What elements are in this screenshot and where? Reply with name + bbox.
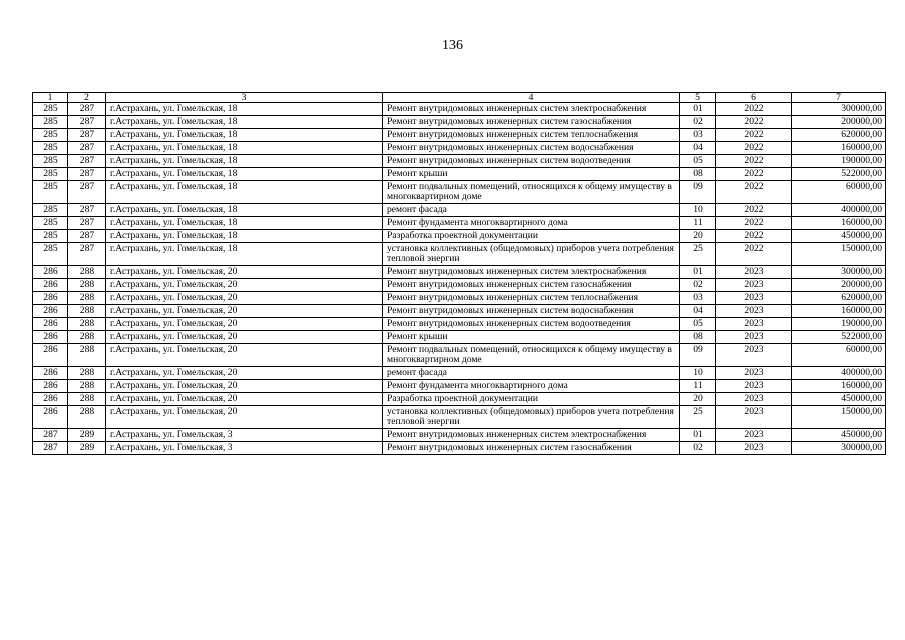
header-cell: 7 (792, 93, 886, 103)
table-row (33, 331, 886, 344)
cell-house-no: 287 (68, 103, 106, 116)
table-row (33, 266, 886, 279)
cell-year: 2022 (716, 243, 792, 266)
cell-address: г.Астрахань, ул. Гомельская, 20 (106, 393, 383, 406)
cell-work-type: установка коллективных (общедомовых) приборов учета потребления тепловой энергии (383, 406, 680, 429)
cell-address: г.Астрахань, ул. Гомельская, 20 (106, 305, 383, 318)
cell-year: 2022 (716, 204, 792, 217)
cell-address: г.Астрахань, ул. Гомельская, 20 (106, 266, 383, 279)
cell-address: г.Астрахань, ул. Гомельская, 18 (106, 116, 383, 129)
table-row (33, 243, 886, 266)
cell-object-no: 285 (33, 243, 68, 266)
cell-year: 2023 (716, 367, 792, 380)
cell-year: 2022 (716, 217, 792, 230)
table-row (33, 367, 886, 380)
cell-work-code: 01 (680, 103, 716, 116)
cell-work-type: Разработка проектной документации (383, 393, 680, 406)
table-row (33, 406, 886, 429)
cell-object-no: 285 (33, 103, 68, 116)
cell-address: г.Астрахань, ул. Гомельская, 18 (106, 230, 383, 243)
cell-work-code: 03 (680, 129, 716, 142)
cell-cost: 190000,00 (792, 155, 886, 168)
register-table (32, 92, 886, 455)
cell-cost: 450000,00 (792, 429, 886, 442)
table-row (33, 344, 886, 367)
cell-house-no: 287 (68, 243, 106, 266)
cell-work-code: 20 (680, 230, 716, 243)
cell-object-no: 286 (33, 406, 68, 429)
cell-address: г.Астрахань, ул. Гомельская, 18 (106, 155, 383, 168)
cell-address: г.Астрахань, ул. Гомельская, 18 (106, 204, 383, 217)
cell-object-no: 286 (33, 279, 68, 292)
cell-house-no: 287 (68, 181, 106, 204)
cell-year: 2022 (716, 155, 792, 168)
cell-work-type: Ремонт внутридомовых инженерных систем водоотведения (383, 318, 680, 331)
cell-cost: 620000,00 (792, 292, 886, 305)
table-row (33, 116, 886, 129)
table-row (33, 142, 886, 155)
cell-work-code: 25 (680, 243, 716, 266)
cell-work-code: 01 (680, 266, 716, 279)
cell-object-no: 286 (33, 305, 68, 318)
cell-cost: 522000,00 (792, 168, 886, 181)
cell-work-type: Ремонт внутридомовых инженерных систем электроснабжения (383, 429, 680, 442)
cell-work-type: Ремонт внутридомовых инженерных систем теплоснабжения (383, 129, 680, 142)
cell-object-no: 286 (33, 331, 68, 344)
cell-address: г.Астрахань, ул. Гомельская, 18 (106, 142, 383, 155)
cell-work-code: 01 (680, 429, 716, 442)
cell-house-no: 288 (68, 292, 106, 305)
table-row (33, 155, 886, 168)
cell-year: 2023 (716, 393, 792, 406)
cell-work-code: 09 (680, 344, 716, 367)
cell-object-no: 286 (33, 393, 68, 406)
table-row (33, 393, 886, 406)
cell-cost: 300000,00 (792, 266, 886, 279)
page-number: 136 (442, 38, 463, 53)
cell-house-no: 288 (68, 367, 106, 380)
cell-work-code: 25 (680, 406, 716, 429)
cell-house-no: 288 (68, 380, 106, 393)
cell-address: г.Астрахань, ул. Гомельская, 3 (106, 429, 383, 442)
table-row (33, 442, 886, 455)
cell-work-type: Ремонт внутридомовых инженерных систем электроснабжения (383, 266, 680, 279)
cell-object-no: 286 (33, 380, 68, 393)
cell-work-code: 02 (680, 279, 716, 292)
table-row (33, 230, 886, 243)
table-row (33, 217, 886, 230)
cell-year: 2023 (716, 406, 792, 429)
cell-house-no: 287 (68, 217, 106, 230)
cell-work-type: Ремонт внутридомовых инженерных систем газоснабжения (383, 116, 680, 129)
cell-house-no: 287 (68, 204, 106, 217)
cell-year: 2023 (716, 380, 792, 393)
cell-object-no: 286 (33, 344, 68, 367)
cell-house-no: 287 (68, 142, 106, 155)
cell-year: 2022 (716, 230, 792, 243)
cell-year: 2023 (716, 442, 792, 455)
cell-house-no: 288 (68, 318, 106, 331)
cell-address: г.Астрахань, ул. Гомельская, 20 (106, 367, 383, 380)
cell-address: г.Астрахань, ул. Гомельская, 20 (106, 406, 383, 429)
header-cell: 4 (383, 93, 680, 103)
cell-work-type: Ремонт внутридомовых инженерных систем водоснабжения (383, 305, 680, 318)
cell-year: 2022 (716, 129, 792, 142)
cell-year: 2023 (716, 331, 792, 344)
cell-work-code: 05 (680, 155, 716, 168)
cell-work-code: 04 (680, 142, 716, 155)
cell-object-no: 286 (33, 367, 68, 380)
cell-house-no: 288 (68, 344, 106, 367)
cell-cost: 450000,00 (792, 393, 886, 406)
cell-work-type: Ремонт фундамента многоквартирного дома (383, 380, 680, 393)
cell-cost: 60000,00 (792, 344, 886, 367)
cell-house-no: 288 (68, 406, 106, 429)
cell-year: 2023 (716, 305, 792, 318)
cell-year: 2023 (716, 344, 792, 367)
cell-work-type: установка коллективных (общедомовых) приборов учета потребления тепловой энергии (383, 243, 680, 266)
cell-work-type: Ремонт внутридомовых инженерных систем теплоснабжения (383, 292, 680, 305)
cell-year: 2022 (716, 181, 792, 204)
cell-object-no: 285 (33, 142, 68, 155)
cell-work-type: Ремонт подвальных помещений, относящихся к общему имуществу в многоквартирном доме (383, 344, 680, 367)
cell-work-code: 08 (680, 331, 716, 344)
cell-work-type: Ремонт внутридомовых инженерных систем газоснабжения (383, 442, 680, 455)
cell-work-type: Ремонт внутридомовых инженерных систем электроснабжения (383, 103, 680, 116)
cell-object-no: 285 (33, 129, 68, 142)
cell-address: г.Астрахань, ул. Гомельская, 20 (106, 331, 383, 344)
cell-address: г.Астрахань, ул. Гомельская, 20 (106, 279, 383, 292)
cell-year: 2023 (716, 279, 792, 292)
table-row (33, 305, 886, 318)
cell-house-no: 287 (68, 230, 106, 243)
cell-house-no: 288 (68, 305, 106, 318)
cell-work-type: Ремонт фундамента многоквартирного дома (383, 217, 680, 230)
cell-cost: 522000,00 (792, 331, 886, 344)
cell-work-type: ремонт фасада (383, 367, 680, 380)
cell-cost: 400000,00 (792, 367, 886, 380)
header-row (33, 93, 886, 103)
cell-work-code: 05 (680, 318, 716, 331)
cell-year: 2022 (716, 103, 792, 116)
cell-object-no: 286 (33, 292, 68, 305)
cell-year: 2022 (716, 142, 792, 155)
cell-address: г.Астрахань, ул. Гомельская, 20 (106, 344, 383, 367)
cell-object-no: 285 (33, 155, 68, 168)
cell-object-no: 285 (33, 204, 68, 217)
cell-year: 2023 (716, 292, 792, 305)
cell-object-no: 286 (33, 266, 68, 279)
table-body (33, 103, 886, 455)
cell-year: 2022 (716, 116, 792, 129)
cell-work-code: 03 (680, 292, 716, 305)
cell-work-type: Ремонт внутридомовых инженерных систем газоснабжения (383, 279, 680, 292)
cell-object-no: 286 (33, 318, 68, 331)
header-cell: 6 (716, 93, 792, 103)
table-row (33, 181, 886, 204)
cell-work-type: Ремонт крыши (383, 168, 680, 181)
cell-cost: 190000,00 (792, 318, 886, 331)
cell-object-no: 285 (33, 116, 68, 129)
cell-cost: 300000,00 (792, 442, 886, 455)
cell-address: г.Астрахань, ул. Гомельская, 18 (106, 181, 383, 204)
cell-work-code: 02 (680, 442, 716, 455)
cell-year: 2023 (716, 318, 792, 331)
cell-address: г.Астрахань, ул. Гомельская, 18 (106, 243, 383, 266)
cell-house-no: 287 (68, 155, 106, 168)
cell-address: г.Астрахань, ул. Гомельская, 18 (106, 217, 383, 230)
cell-address: г.Астрахань, ул. Гомельская, 20 (106, 318, 383, 331)
cell-cost: 150000,00 (792, 406, 886, 429)
cell-object-no: 285 (33, 217, 68, 230)
table-row (33, 103, 886, 116)
header-cell: 1 (33, 93, 68, 103)
table-row (33, 292, 886, 305)
cell-house-no: 287 (68, 129, 106, 142)
cell-object-no: 285 (33, 168, 68, 181)
cell-house-no: 288 (68, 331, 106, 344)
cell-work-code: 10 (680, 367, 716, 380)
cell-work-type: Разработка проектной документации (383, 230, 680, 243)
cell-work-code: 08 (680, 168, 716, 181)
cell-work-type: Ремонт внутридомовых инженерных систем водоснабжения (383, 142, 680, 155)
table-row (33, 429, 886, 442)
cell-cost: 300000,00 (792, 103, 886, 116)
cell-cost: 160000,00 (792, 217, 886, 230)
cell-house-no: 287 (68, 168, 106, 181)
table-row (33, 168, 886, 181)
header-cell: 5 (680, 93, 716, 103)
cell-cost: 160000,00 (792, 142, 886, 155)
table-row (33, 204, 886, 217)
cell-address: г.Астрахань, ул. Гомельская, 20 (106, 292, 383, 305)
header-cell: 2 (68, 93, 106, 103)
cell-work-type: Ремонт подвальных помещений, относящихся к общему имуществу в многоквартирном доме (383, 181, 680, 204)
cell-cost: 450000,00 (792, 230, 886, 243)
cell-house-no: 288 (68, 393, 106, 406)
cell-house-no: 288 (68, 266, 106, 279)
cell-address: г.Астрахань, ул. Гомельская, 18 (106, 129, 383, 142)
cell-object-no: 287 (33, 429, 68, 442)
cell-work-code: 20 (680, 393, 716, 406)
cell-cost: 200000,00 (792, 116, 886, 129)
cell-cost: 200000,00 (792, 279, 886, 292)
cell-work-code: 11 (680, 380, 716, 393)
table-row (33, 380, 886, 393)
cell-address: г.Астрахань, ул. Гомельская, 18 (106, 103, 383, 116)
cell-cost: 60000,00 (792, 181, 886, 204)
cell-address: г.Астрахань, ул. Гомельская, 18 (106, 168, 383, 181)
cell-year: 2022 (716, 168, 792, 181)
cell-work-code: 09 (680, 181, 716, 204)
cell-object-no: 287 (33, 442, 68, 455)
header-cell: 3 (106, 93, 383, 103)
cell-work-code: 02 (680, 116, 716, 129)
table-row (33, 318, 886, 331)
cell-work-code: 04 (680, 305, 716, 318)
table-row (33, 129, 886, 142)
cell-work-code: 10 (680, 204, 716, 217)
cell-address: г.Астрахань, ул. Гомельская, 20 (106, 380, 383, 393)
cell-cost: 400000,00 (792, 204, 886, 217)
cell-cost: 620000,00 (792, 129, 886, 142)
cell-work-type: Ремонт крыши (383, 331, 680, 344)
cell-cost: 160000,00 (792, 305, 886, 318)
cell-work-type: ремонт фасада (383, 204, 680, 217)
cell-house-no: 287 (68, 116, 106, 129)
cell-year: 2023 (716, 266, 792, 279)
table-row (33, 279, 886, 292)
cell-house-no: 289 (68, 429, 106, 442)
cell-work-type: Ремонт внутридомовых инженерных систем водоотведения (383, 155, 680, 168)
cell-house-no: 289 (68, 442, 106, 455)
cell-cost: 160000,00 (792, 380, 886, 393)
cell-work-code: 11 (680, 217, 716, 230)
cell-address: г.Астрахань, ул. Гомельская, 3 (106, 442, 383, 455)
cell-year: 2023 (716, 429, 792, 442)
cell-house-no: 288 (68, 279, 106, 292)
cell-object-no: 285 (33, 230, 68, 243)
cell-object-no: 285 (33, 181, 68, 204)
cell-cost: 150000,00 (792, 243, 886, 266)
